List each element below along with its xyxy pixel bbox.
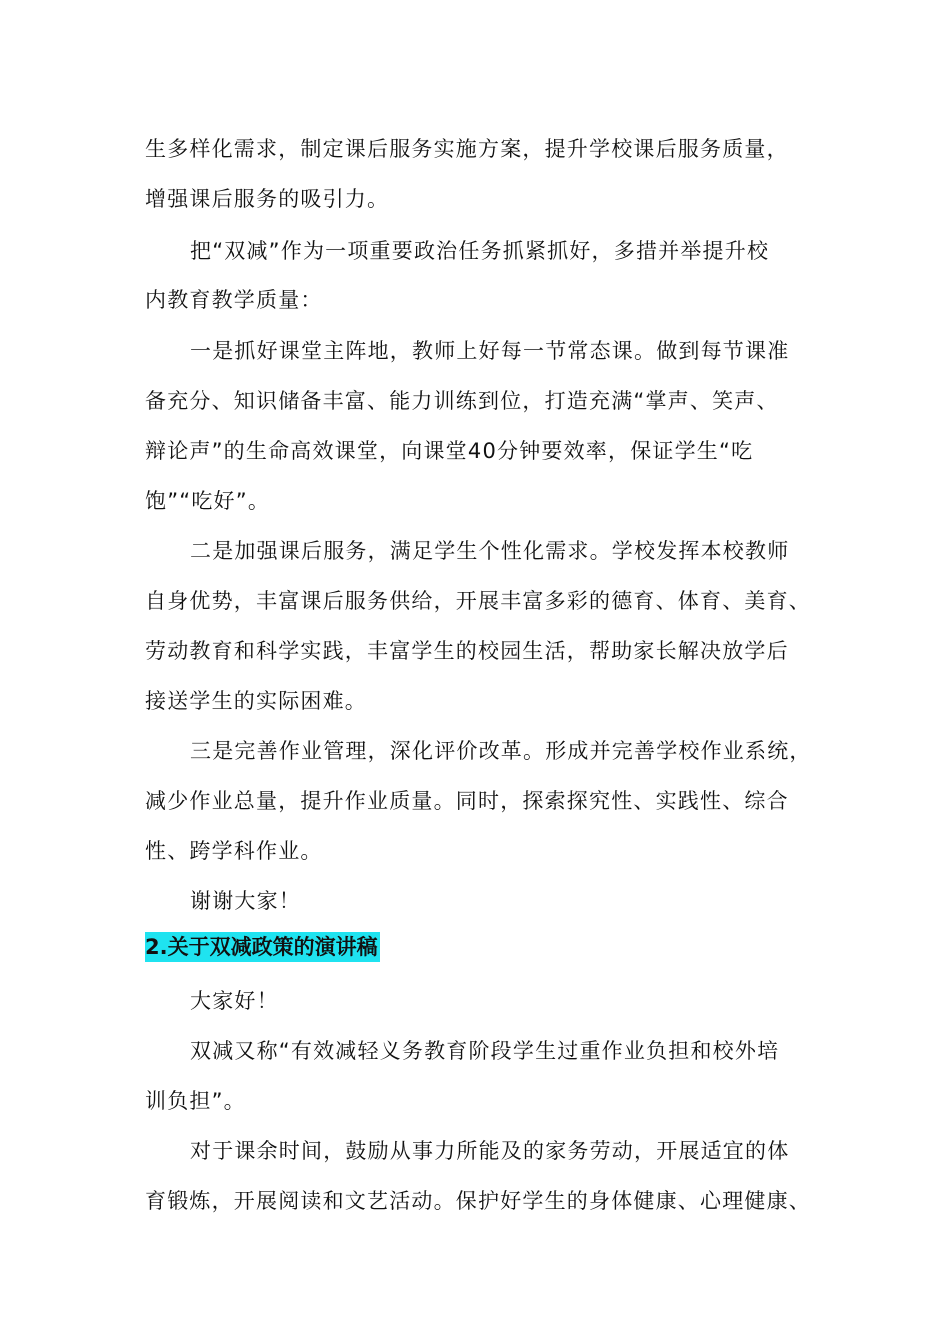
paragraph-line: 对于课余时间，鼓励从事力所能及的家务劳动，开展适宜的体: [190, 1139, 790, 1163]
paragraph-line: 接送学生的实际困难。: [145, 689, 367, 713]
paragraph-line: 二是加强课后服务，满足学生个性化需求。学校发挥本校教师: [190, 539, 790, 563]
paragraph-line: 内教育教学质量：: [145, 288, 323, 312]
closing-line: 谢谢大家！: [190, 889, 301, 913]
paragraph-line: 训负担”。: [145, 1089, 246, 1113]
paragraph-line: 三是完善作业管理，深化评价改革。形成并完善学校作业系统，: [190, 739, 812, 763]
paragraph-line: 把“双减”作为一项重要政治任务抓紧抓好，多措并举提升校: [190, 239, 770, 263]
paragraph-line: 辩论声”的生命高效课堂，向课堂40分钟要效率，保证学生“吃: [145, 439, 754, 463]
section-heading: 2.关于双减政策的演讲稿: [145, 932, 380, 962]
paragraph-line: 双减又称“有效减轻义务教育阶段学生过重作业负担和校外培: [190, 1039, 780, 1063]
paragraph-line: 育锻炼，开展阅读和文艺活动。保护好学生的身体健康、心理健康、: [145, 1189, 811, 1213]
paragraph-line: 增强课后服务的吸引力。: [145, 187, 390, 211]
paragraph-line: 生多样化需求，制定课后服务实施方案，提升学校课后服务质量，: [145, 137, 789, 161]
paragraph-line: 减少作业总量，提升作业质量。同时，探索探究性、实践性、综合: [145, 789, 789, 813]
paragraph-line: 一是抓好课堂主阵地，教师上好每一节常态课。做到每节课准: [190, 339, 790, 363]
greeting-line: 大家好！: [190, 989, 279, 1013]
paragraph-line: 性、跨学科作业。: [145, 839, 323, 863]
paragraph-line: 劳动教育和科学实践，丰富学生的校园生活，帮助家长解决放学后: [145, 639, 789, 663]
paragraph-line: 饱”“吃好”。: [145, 489, 271, 513]
paragraph-line: 备充分、知识储备丰富、能力训练到位，打造充满“掌声、笑声、: [145, 389, 779, 413]
paragraph-line: 自身优势，丰富课后服务供给，开展丰富多彩的德育、体育、美育、: [145, 589, 811, 613]
